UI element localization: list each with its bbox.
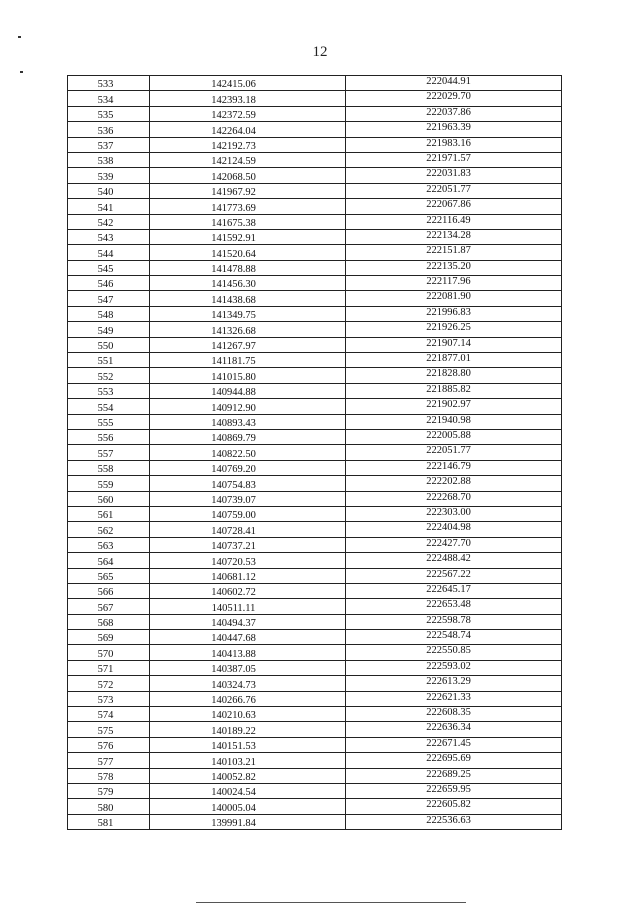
x-coordinate-cell: 141456.30 xyxy=(150,276,346,291)
point-number-cell: 567 xyxy=(68,599,150,614)
y-coordinate-cell: 222404.98 xyxy=(346,522,562,537)
y-coordinate-cell: 222689.25 xyxy=(346,768,562,783)
point-number-cell: 537 xyxy=(68,137,150,152)
y-coordinate-cell: 222117.96 xyxy=(346,276,562,291)
x-coordinate-cell: 140737.21 xyxy=(150,537,346,552)
y-coordinate-cell: 222135.20 xyxy=(346,260,562,275)
point-number-cell: 572 xyxy=(68,676,150,691)
point-number-cell: 573 xyxy=(68,691,150,706)
point-number-cell: 560 xyxy=(68,491,150,506)
x-coordinate-cell: 140266.76 xyxy=(150,691,346,706)
table-row xyxy=(68,522,562,537)
y-coordinate-cell: 222608.35 xyxy=(346,707,562,722)
y-coordinate-cell: 222427.70 xyxy=(346,537,562,552)
point-number-cell: 536 xyxy=(68,122,150,137)
y-coordinate-cell: 222081.90 xyxy=(346,291,562,306)
table-row xyxy=(68,814,562,829)
table-row xyxy=(68,506,562,521)
point-number-cell: 548 xyxy=(68,306,150,321)
point-number-cell: 535 xyxy=(68,106,150,121)
x-coordinate-cell: 141438.68 xyxy=(150,291,346,306)
point-number-cell: 581 xyxy=(68,814,150,829)
x-coordinate-cell: 140822.50 xyxy=(150,445,346,460)
point-number-cell: 554 xyxy=(68,399,150,414)
x-coordinate-cell: 140189.22 xyxy=(150,722,346,737)
x-coordinate-cell: 140912.90 xyxy=(150,399,346,414)
page-number: 12 xyxy=(312,44,328,60)
table-row xyxy=(68,707,562,722)
y-coordinate-cell: 222621.33 xyxy=(346,691,562,706)
coordinate-table-body xyxy=(68,76,562,830)
y-coordinate-cell: 221971.57 xyxy=(346,152,562,167)
table-row xyxy=(68,645,562,660)
point-number-cell: 563 xyxy=(68,537,150,552)
table-row xyxy=(68,260,562,275)
x-coordinate-cell: 140151.53 xyxy=(150,737,346,752)
table-row xyxy=(68,91,562,106)
x-coordinate-cell: 140005.04 xyxy=(150,799,346,814)
coordinate-table xyxy=(67,75,562,830)
y-coordinate-cell: 222605.82 xyxy=(346,799,562,814)
y-coordinate-cell: 222636.34 xyxy=(346,722,562,737)
point-number-cell: 546 xyxy=(68,276,150,291)
table-row xyxy=(68,691,562,706)
table-row xyxy=(68,553,562,568)
x-coordinate-cell: 141015.80 xyxy=(150,368,346,383)
point-number-cell: 541 xyxy=(68,199,150,214)
y-coordinate-cell: 222659.95 xyxy=(346,783,562,798)
table-row xyxy=(68,229,562,244)
point-number-cell: 556 xyxy=(68,429,150,444)
y-coordinate-cell: 222146.79 xyxy=(346,460,562,475)
point-number-cell: 547 xyxy=(68,291,150,306)
x-coordinate-cell: 140494.37 xyxy=(150,614,346,629)
point-number-cell: 561 xyxy=(68,506,150,521)
table-row xyxy=(68,276,562,291)
y-coordinate-cell: 222031.83 xyxy=(346,168,562,183)
y-coordinate-cell: 222695.69 xyxy=(346,753,562,768)
table-row xyxy=(68,445,562,460)
x-coordinate-cell: 140893.43 xyxy=(150,414,346,429)
point-number-cell: 544 xyxy=(68,245,150,260)
point-number-cell: 577 xyxy=(68,753,150,768)
point-number-cell: 558 xyxy=(68,460,150,475)
scan-mark xyxy=(18,36,21,38)
y-coordinate-cell: 221963.39 xyxy=(346,122,562,137)
table-row xyxy=(68,537,562,552)
y-coordinate-cell: 222116.49 xyxy=(346,214,562,229)
y-coordinate-cell: 222051.77 xyxy=(346,183,562,198)
table-row xyxy=(68,630,562,645)
table-row xyxy=(68,183,562,198)
y-coordinate-cell: 221907.14 xyxy=(346,337,562,352)
x-coordinate-cell: 140447.68 xyxy=(150,630,346,645)
table-row xyxy=(68,322,562,337)
table-row xyxy=(68,783,562,798)
x-coordinate-cell: 140728.41 xyxy=(150,522,346,537)
y-coordinate-cell: 222268.70 xyxy=(346,491,562,506)
table-row xyxy=(68,476,562,491)
y-coordinate-cell: 222613.29 xyxy=(346,676,562,691)
page-edge-line xyxy=(196,902,466,903)
x-coordinate-cell: 140024.54 xyxy=(150,783,346,798)
y-coordinate-cell: 222645.17 xyxy=(346,583,562,598)
point-number-cell: 555 xyxy=(68,414,150,429)
y-coordinate-cell: 222550.85 xyxy=(346,645,562,660)
table-row xyxy=(68,245,562,260)
x-coordinate-cell: 140769.20 xyxy=(150,460,346,475)
x-coordinate-cell: 141520.64 xyxy=(150,245,346,260)
point-number-cell: 552 xyxy=(68,368,150,383)
table-row xyxy=(68,583,562,598)
point-number-cell: 538 xyxy=(68,152,150,167)
x-coordinate-cell: 139991.84 xyxy=(150,814,346,829)
x-coordinate-cell: 140681.12 xyxy=(150,568,346,583)
table-row xyxy=(68,753,562,768)
x-coordinate-cell: 142124.59 xyxy=(150,152,346,167)
y-coordinate-cell: 222303.00 xyxy=(346,506,562,521)
x-coordinate-cell: 140869.79 xyxy=(150,429,346,444)
point-number-cell: 549 xyxy=(68,322,150,337)
table-row xyxy=(68,660,562,675)
point-number-cell: 550 xyxy=(68,337,150,352)
table-row xyxy=(68,383,562,398)
point-number-cell: 569 xyxy=(68,630,150,645)
point-number-cell: 545 xyxy=(68,260,150,275)
point-number-cell: 559 xyxy=(68,476,150,491)
x-coordinate-cell: 141181.75 xyxy=(150,353,346,368)
x-coordinate-cell: 140720.53 xyxy=(150,553,346,568)
point-number-cell: 578 xyxy=(68,768,150,783)
x-coordinate-cell: 140052.82 xyxy=(150,768,346,783)
table-row xyxy=(68,799,562,814)
y-coordinate-cell: 222548.74 xyxy=(346,630,562,645)
y-coordinate-cell: 222202.88 xyxy=(346,476,562,491)
point-number-cell: 571 xyxy=(68,660,150,675)
point-number-cell: 579 xyxy=(68,783,150,798)
x-coordinate-cell: 141675.38 xyxy=(150,214,346,229)
point-number-cell: 574 xyxy=(68,707,150,722)
y-coordinate-cell: 221940.98 xyxy=(346,414,562,429)
point-number-cell: 542 xyxy=(68,214,150,229)
point-number-cell: 539 xyxy=(68,168,150,183)
table-row xyxy=(68,491,562,506)
point-number-cell: 576 xyxy=(68,737,150,752)
x-coordinate-cell: 140103.21 xyxy=(150,753,346,768)
table-row xyxy=(68,306,562,321)
x-coordinate-cell: 141326.68 xyxy=(150,322,346,337)
x-coordinate-cell: 141478.88 xyxy=(150,260,346,275)
x-coordinate-cell: 140759.00 xyxy=(150,506,346,521)
point-number-cell: 551 xyxy=(68,353,150,368)
table-row xyxy=(68,460,562,475)
x-coordinate-cell: 140739.07 xyxy=(150,491,346,506)
table-row xyxy=(68,337,562,352)
x-coordinate-cell: 142068.50 xyxy=(150,168,346,183)
x-coordinate-cell: 141967.92 xyxy=(150,183,346,198)
x-coordinate-cell: 141349.75 xyxy=(150,306,346,321)
point-number-cell: 562 xyxy=(68,522,150,537)
y-coordinate-cell: 222598.78 xyxy=(346,614,562,629)
point-number-cell: 566 xyxy=(68,583,150,598)
point-number-cell: 565 xyxy=(68,568,150,583)
table-row xyxy=(68,599,562,614)
x-coordinate-cell: 142393.18 xyxy=(150,91,346,106)
y-coordinate-cell: 222029.70 xyxy=(346,91,562,106)
y-coordinate-cell: 222037.86 xyxy=(346,106,562,121)
x-coordinate-cell: 142264.04 xyxy=(150,122,346,137)
y-coordinate-cell: 221885.82 xyxy=(346,383,562,398)
y-coordinate-cell: 221983.16 xyxy=(346,137,562,152)
y-coordinate-cell: 222151.87 xyxy=(346,245,562,260)
x-coordinate-cell: 140210.63 xyxy=(150,707,346,722)
table-row xyxy=(68,214,562,229)
x-coordinate-cell: 140413.88 xyxy=(150,645,346,660)
x-coordinate-cell: 142415.06 xyxy=(150,76,346,91)
y-coordinate-cell: 221877.01 xyxy=(346,353,562,368)
table-row xyxy=(68,614,562,629)
point-number-cell: 534 xyxy=(68,91,150,106)
table-row xyxy=(68,368,562,383)
y-coordinate-cell: 221996.83 xyxy=(346,306,562,321)
x-coordinate-cell: 140754.83 xyxy=(150,476,346,491)
table-row xyxy=(68,768,562,783)
x-coordinate-cell: 141773.69 xyxy=(150,199,346,214)
table-row xyxy=(68,399,562,414)
scan-mark xyxy=(20,71,23,73)
x-coordinate-cell: 141267.97 xyxy=(150,337,346,352)
y-coordinate-cell: 221828.80 xyxy=(346,368,562,383)
x-coordinate-cell: 141592.91 xyxy=(150,229,346,244)
point-number-cell: 580 xyxy=(68,799,150,814)
point-number-cell: 543 xyxy=(68,229,150,244)
x-coordinate-cell: 140944.88 xyxy=(150,383,346,398)
table-row xyxy=(68,106,562,121)
y-coordinate-cell: 222567.22 xyxy=(346,568,562,583)
table-row xyxy=(68,568,562,583)
point-number-cell: 575 xyxy=(68,722,150,737)
table-row xyxy=(68,122,562,137)
y-coordinate-cell: 222593.02 xyxy=(346,660,562,675)
y-coordinate-cell: 221902.97 xyxy=(346,399,562,414)
table-row xyxy=(68,737,562,752)
point-number-cell: 564 xyxy=(68,553,150,568)
table-row xyxy=(68,429,562,444)
x-coordinate-cell: 140602.72 xyxy=(150,583,346,598)
x-coordinate-cell: 142192.73 xyxy=(150,137,346,152)
point-number-cell: 557 xyxy=(68,445,150,460)
point-number-cell: 568 xyxy=(68,614,150,629)
point-number-cell: 540 xyxy=(68,183,150,198)
table-row xyxy=(68,137,562,152)
table-row xyxy=(68,676,562,691)
table-row xyxy=(68,168,562,183)
table-row xyxy=(68,152,562,167)
y-coordinate-cell: 222134.28 xyxy=(346,229,562,244)
y-coordinate-cell: 222536.63 xyxy=(346,814,562,829)
y-coordinate-cell: 222067.86 xyxy=(346,199,562,214)
x-coordinate-cell: 140511.11 xyxy=(150,599,346,614)
point-number-cell: 553 xyxy=(68,383,150,398)
point-number-cell: 570 xyxy=(68,645,150,660)
y-coordinate-cell: 222488.42 xyxy=(346,553,562,568)
x-coordinate-cell: 142372.59 xyxy=(150,106,346,121)
x-coordinate-cell: 140324.73 xyxy=(150,676,346,691)
table-row xyxy=(68,76,562,91)
table-row xyxy=(68,414,562,429)
y-coordinate-cell: 221926.25 xyxy=(346,322,562,337)
y-coordinate-cell: 222044.91 xyxy=(346,76,562,91)
point-number-cell: 533 xyxy=(68,76,150,91)
y-coordinate-cell: 222005.88 xyxy=(346,429,562,444)
table-row xyxy=(68,353,562,368)
x-coordinate-cell: 140387.05 xyxy=(150,660,346,675)
y-coordinate-cell: 222653.48 xyxy=(346,599,562,614)
table-row xyxy=(68,199,562,214)
table-row xyxy=(68,291,562,306)
y-coordinate-cell: 222051.77 xyxy=(346,445,562,460)
y-coordinate-cell: 222671.45 xyxy=(346,737,562,752)
table-row xyxy=(68,722,562,737)
